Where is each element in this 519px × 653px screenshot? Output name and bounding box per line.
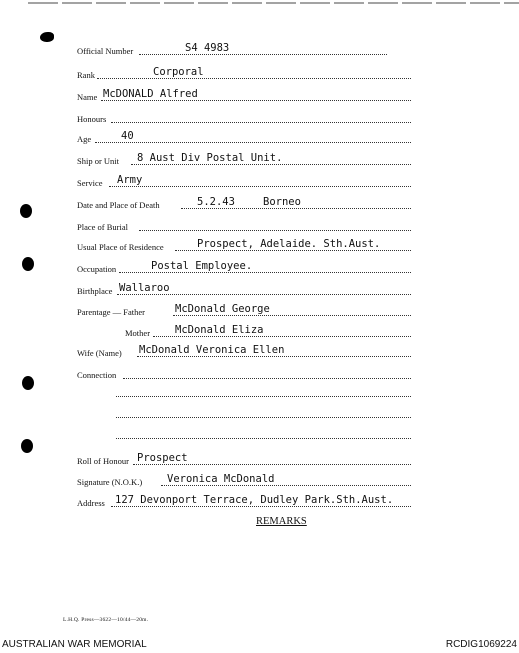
- occupation-label: Occupation: [77, 264, 117, 274]
- roll-of-honour-label: Roll of Honour: [77, 456, 129, 466]
- official-number-value: S4 4983: [185, 42, 230, 54]
- age-row: [77, 130, 411, 144]
- place-of-burial-row: [77, 218, 411, 232]
- mother-value: McDonald Eliza: [175, 324, 264, 336]
- wife-row: [77, 344, 411, 358]
- address-row: [77, 494, 411, 508]
- connection-row: [77, 366, 411, 380]
- occupation-value: Postal Employee.: [151, 260, 253, 272]
- usual-residence-label: Usual Place of Residence: [77, 242, 164, 252]
- usual-residence-value: Prospect, Adelaide. Sth.Aust.: [197, 238, 381, 250]
- service-value: Army: [117, 174, 143, 186]
- ship-or-unit-value: 8 Aust Div Postal Unit.: [137, 152, 283, 164]
- occupation-row: [77, 260, 411, 274]
- roll-of-honour-value: Prospect: [137, 452, 188, 464]
- father-value: McDonald George: [175, 303, 270, 315]
- service-row: [77, 174, 411, 188]
- blank-line: [116, 417, 411, 418]
- punch-hole: [22, 376, 34, 390]
- official-number-label: Official Number: [77, 46, 134, 56]
- wife-label: Wife (Name): [77, 348, 122, 358]
- signature-row: [77, 473, 411, 487]
- usual-residence-row: [77, 238, 411, 252]
- punch-hole: [20, 204, 32, 218]
- name-label: Name: [77, 92, 98, 102]
- address-label: Address: [77, 498, 105, 508]
- ship-or-unit-row: [77, 152, 411, 166]
- printer-imprint: L.H.Q. Press—3622—10/44—20m.: [63, 617, 149, 623]
- father-label: Parentage — Father: [77, 307, 145, 317]
- roll-of-honour-row: [77, 452, 411, 466]
- signature-value: Veronica McDonald: [167, 473, 275, 485]
- birthplace-row: [77, 282, 411, 296]
- rank-value: Corporal: [153, 66, 204, 78]
- rank-label: Rank: [77, 70, 95, 80]
- official-number-row: [77, 42, 387, 56]
- punch-hole: [22, 257, 34, 271]
- signature-label: Signature (N.O.K.): [77, 477, 143, 487]
- punch-hole: [21, 439, 33, 453]
- service-label: Service: [77, 178, 103, 188]
- name-value: McDONALD Alfred: [103, 88, 198, 100]
- date-place-death-row: [77, 196, 411, 210]
- death-place-value: Borneo: [263, 196, 301, 208]
- death-date-value: 5.2.43: [197, 196, 235, 208]
- address-value: 127 Devonport Terrace, Dudley Park.Sth.Aust.: [115, 494, 394, 506]
- name-row: [77, 88, 411, 102]
- remarks-heading: REMARKS: [256, 516, 307, 527]
- punch-hole: [40, 32, 54, 42]
- blank-line: [116, 438, 411, 439]
- age-value: 40: [121, 130, 134, 142]
- footer-record-id: RCDIG1069224: [445, 639, 517, 650]
- mother-label: Mother: [125, 328, 151, 338]
- honours-label: Honours: [77, 114, 107, 124]
- rank-row: [77, 66, 411, 80]
- ship-or-unit-label: Ship or Unit: [77, 156, 120, 166]
- connection-label: Connection: [77, 370, 117, 380]
- birthplace-label: Birthplace: [77, 286, 113, 296]
- date-place-death-label: Date and Place of Death: [77, 200, 160, 210]
- father-row: [77, 303, 411, 317]
- blank-line: [116, 396, 411, 397]
- mother-row: [125, 324, 411, 338]
- birthplace-value: Wallaroo: [119, 282, 170, 294]
- wife-value: McDonald Veronica Ellen: [139, 344, 285, 356]
- archive-footer: [0, 639, 519, 653]
- place-of-burial-label: Place of Burial: [77, 222, 128, 232]
- footer-archive-name: AUSTRALIAN WAR MEMORIAL: [2, 639, 147, 650]
- top-border-line: [28, 2, 519, 4]
- honours-row: [77, 110, 411, 124]
- age-label: Age: [77, 134, 92, 144]
